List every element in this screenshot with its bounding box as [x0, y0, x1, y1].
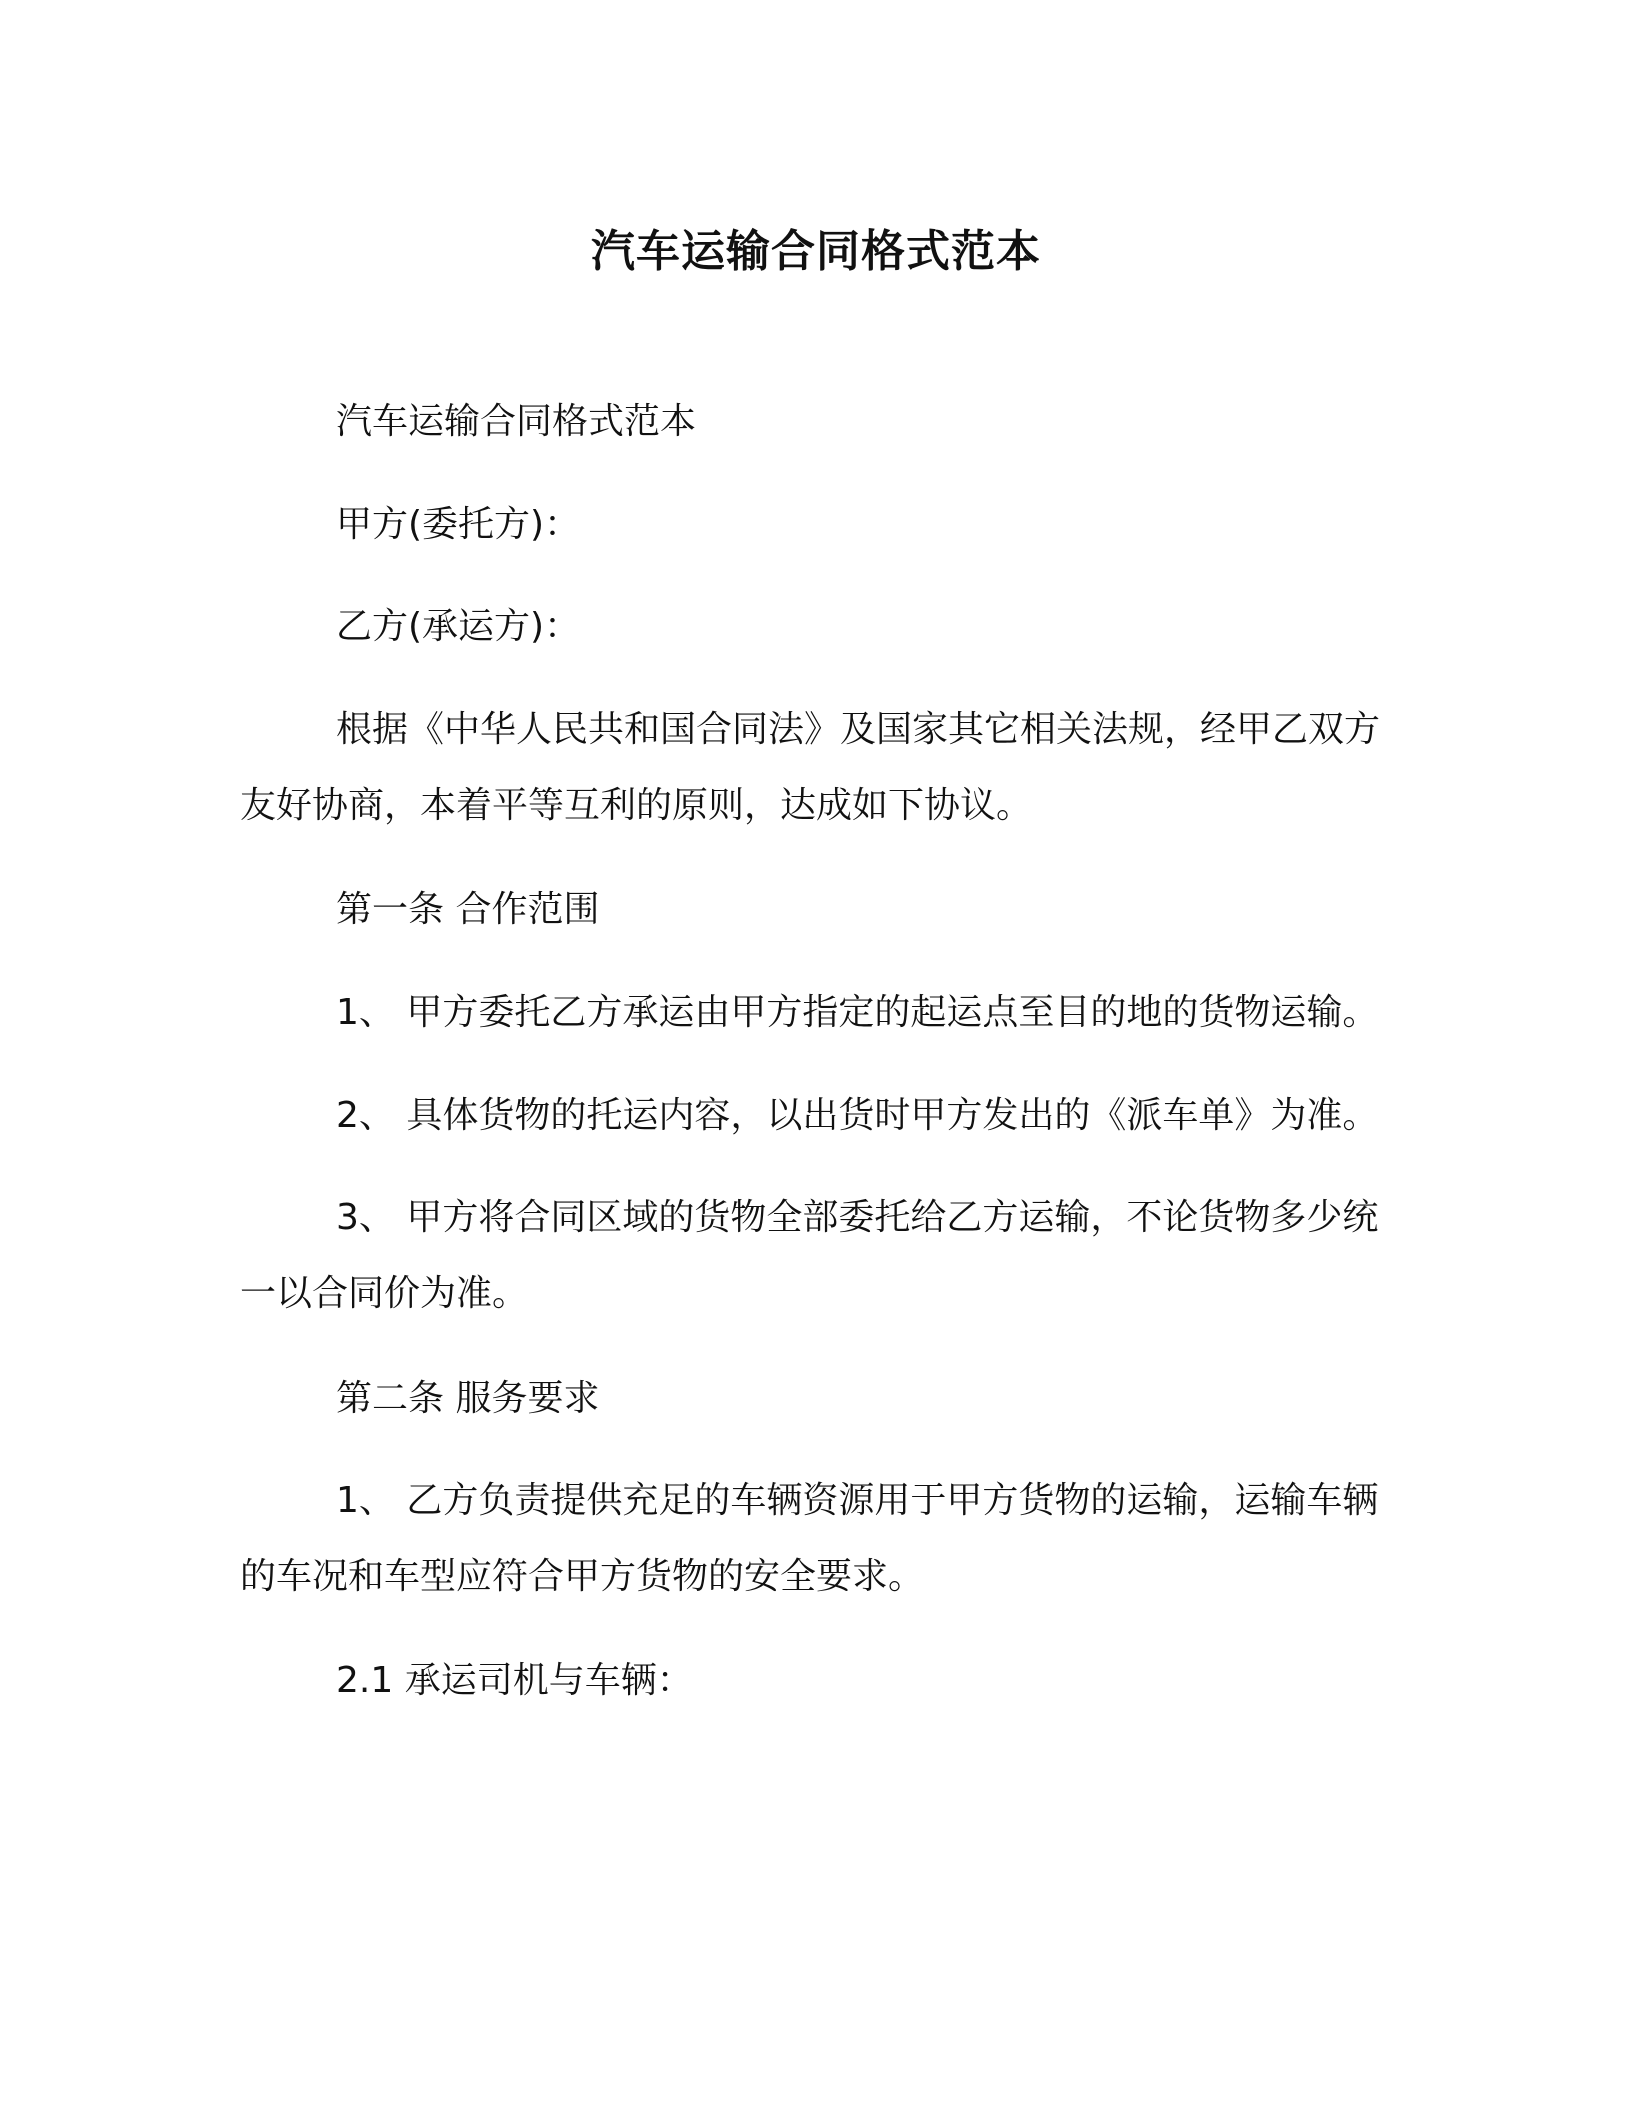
paragraph-article-1-heading: 第一条 合作范围	[336, 889, 600, 930]
paragraph-article-2-item-1: 1、 乙方负责提供充足的车辆资源用于甲方货物的运输，运输车辆的车况和车型应符合甲方货物的安全要求。	[240, 1480, 1379, 1597]
paragraph-party-b: 乙方(承运方)：	[336, 606, 581, 647]
paragraph-article-2-heading: 第二条 服务要求	[336, 1378, 600, 1419]
document-title: 汽车运输合同格式范本	[591, 226, 1041, 277]
paragraph-article-1-item-2: 2、 具体货物的托运内容，以出货时甲方发出的《派车单》为准。	[336, 1095, 1379, 1136]
paragraph-article-2-item-2-1: 2.1 承运司机与车辆：	[336, 1660, 693, 1701]
paragraph-article-1-item-3: 3、 甲方将合同区域的货物全部委托给乙方运输，不论货物多少统一以合同价为准。	[240, 1197, 1379, 1314]
paragraph-subtitle: 汽车运输合同格式范本	[336, 401, 697, 442]
paragraph-party-a: 甲方(委托方)：	[336, 504, 581, 545]
paragraph-preamble: 根据《中华人民共和国合同法》及国家其它相关法规，经甲乙双方友好协商，本着平等互利的原则，达成如下协议。	[240, 709, 1381, 826]
paragraph-article-1-item-1: 1、 甲方委托乙方承运由甲方指定的起运点至目的地的货物运输。	[336, 992, 1379, 1033]
